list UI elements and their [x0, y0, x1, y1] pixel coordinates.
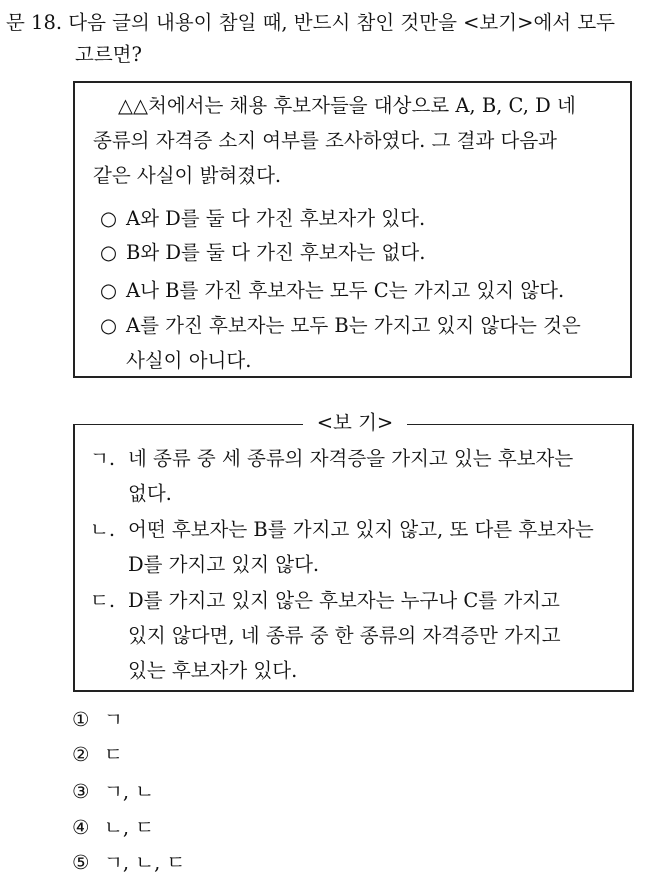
bogi-marker: ㄴ. — [90, 518, 116, 541]
answer-option-5[interactable] — [72, 848, 185, 878]
answer-option-4[interactable] — [72, 813, 154, 843]
passage-line: 같은 사실이 밝혀졌다. — [93, 164, 282, 187]
bogi-divider-left — [73, 424, 303, 425]
bogi-marker: ㄱ. — [90, 447, 116, 470]
bogi-text: 없다. — [128, 482, 172, 505]
bogi-marker: ㄷ. — [90, 589, 116, 612]
passage-line: △△처에서는 채용 후보자들을 대상으로 A, B, C, D 네 — [118, 94, 576, 117]
option-text: ㄷ — [104, 743, 123, 766]
bogi-text: 네 종류 중 세 종류의 자격증을 가지고 있는 후보자는 — [128, 447, 574, 470]
answer-option-1[interactable] — [72, 705, 123, 735]
fact-bullet: ○ — [100, 314, 118, 337]
bogi-text: 있는 후보자가 있다. — [128, 659, 298, 682]
answer-option-2[interactable] — [72, 740, 123, 770]
option-number: ③ — [72, 780, 90, 803]
bogi-text: D를 가지고 있지 않은 후보자는 누구나 C를 가지고 — [128, 589, 560, 612]
fact-text: B와 D를 둘 다 가진 후보자는 없다. — [126, 241, 426, 264]
option-text: ㄱ, ㄴ — [104, 780, 155, 803]
option-number: ② — [72, 743, 90, 766]
fact-bullet: ○ — [100, 279, 118, 302]
question-line-1: 문 18. 다음 글의 내용이 참일 때, 반드시 참인 것만을 <보기>에서 모두 — [6, 11, 615, 34]
option-text: ㄴ, ㄷ — [104, 816, 155, 839]
bogi-divider-right — [407, 424, 634, 425]
answer-option-3[interactable] — [72, 777, 154, 807]
fact-text: A를 가진 후보자는 모두 B는 가지고 있지 않다는 것은 — [126, 314, 581, 337]
fact-bullet: ○ — [100, 241, 118, 264]
option-number: ⑤ — [72, 851, 90, 874]
fact-text: A와 D를 둘 다 가진 후보자가 있다. — [126, 207, 426, 230]
fact-text: A나 B를 가진 후보자는 모두 C는 가지고 있지 않다. — [126, 279, 565, 302]
option-number: ④ — [72, 816, 90, 839]
fact-text: 사실이 아니다. — [126, 349, 252, 372]
question-line-2: 고르면? — [75, 43, 142, 66]
passage-line: 종류의 자격증 소지 여부를 조사하였다. 그 결과 다음과 — [93, 129, 558, 152]
option-text: ㄱ, ㄴ, ㄷ — [104, 851, 186, 874]
bogi-text: 어떤 후보자는 B를 가지고 있지 않고, 또 다른 후보자는 — [128, 518, 594, 541]
option-text: ㄱ — [104, 708, 123, 731]
option-number: ① — [72, 708, 90, 731]
fact-bullet: ○ — [100, 207, 118, 230]
bogi-text: 있지 않다면, 네 종류 중 한 종류의 자격증만 가지고 — [128, 624, 561, 647]
bogi-text: D를 가지고 있지 않다. — [128, 553, 320, 576]
bogi-title: <보 기> — [316, 411, 394, 434]
